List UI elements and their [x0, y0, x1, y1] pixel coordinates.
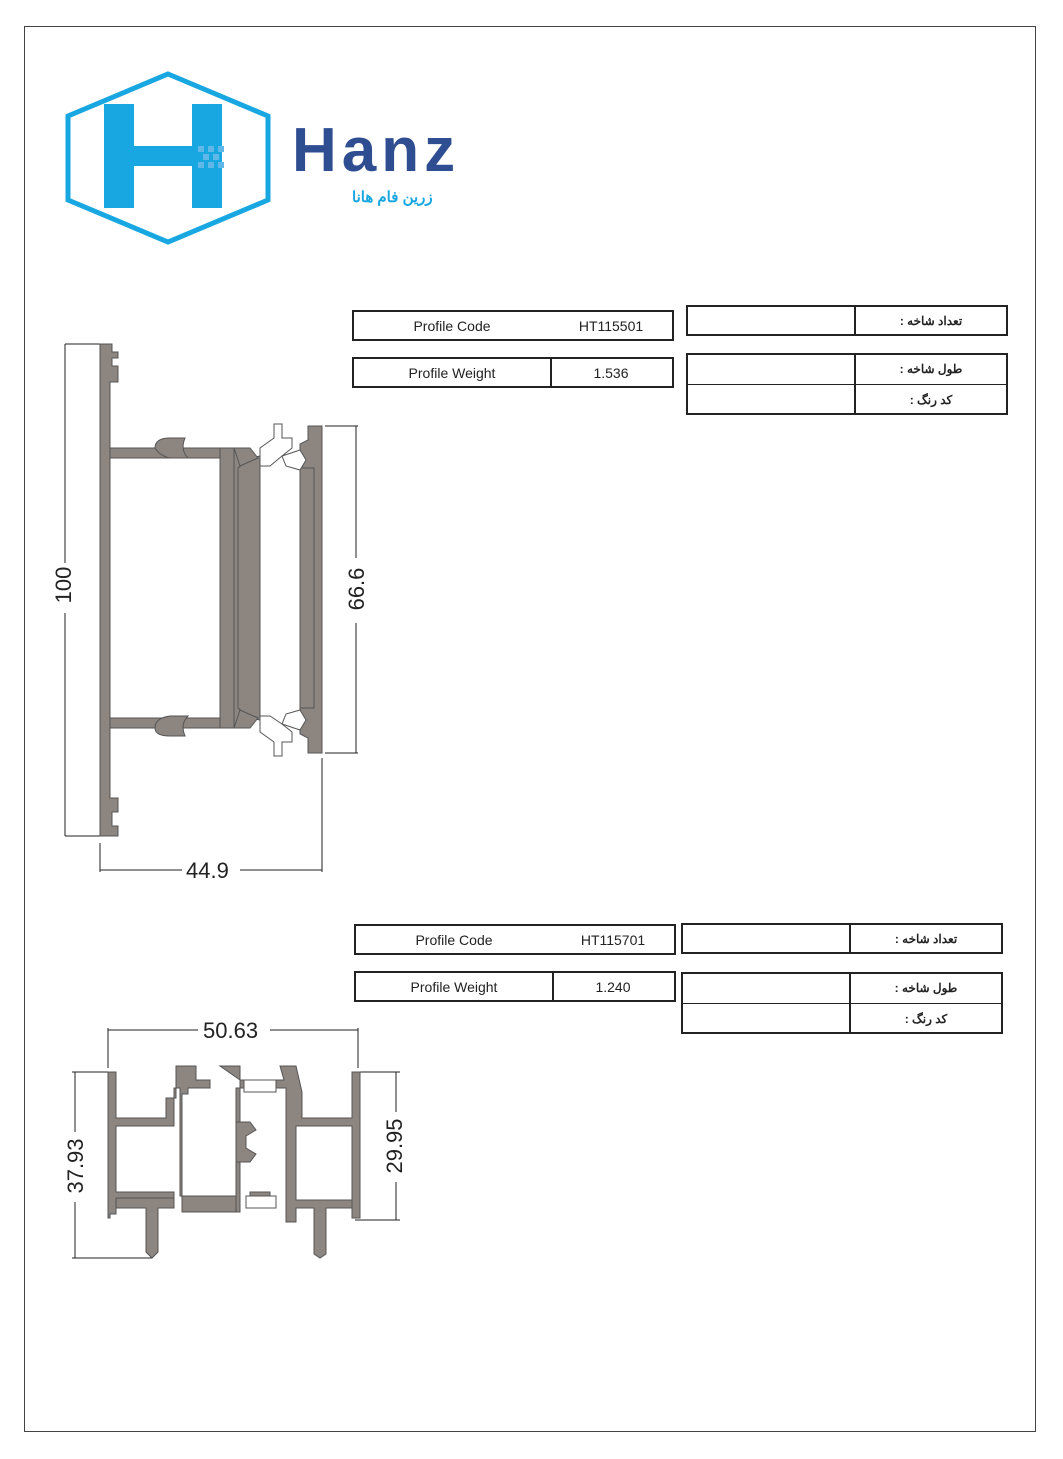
profile2-count-row: [681, 923, 1003, 954]
profile2-count-label: تعداد شاخه :: [894, 931, 958, 946]
profile1-weight-value: 1.536: [593, 364, 629, 381]
profile1-height-dimension: 100: [51, 566, 76, 604]
profile1-weight-row: [352, 357, 674, 388]
profile2-section-drawing: [70, 1018, 410, 1267]
profile1-count-row: [686, 305, 1008, 336]
profile1-count-label: تعداد شاخه :: [899, 313, 963, 328]
profile1-weight-label: Profile Weight: [408, 364, 496, 381]
profile2-code-value: HT115701: [580, 931, 646, 948]
hexagon-logo-icon: [62, 70, 274, 246]
profile1-code-value: HT115501: [578, 317, 644, 334]
profile2-weight-value: 1.240: [595, 978, 631, 995]
profile1-color-label: کد رنگ :: [909, 392, 953, 407]
profile2-weight-label: Profile Weight: [410, 978, 498, 995]
profile2-inner-height-dimension: 29.95: [382, 1118, 407, 1174]
profile1-inner-height-dimension: 66.6: [344, 567, 369, 611]
profile2-length-color-block: [681, 972, 1003, 1034]
profile1-width-dimension: 44.9: [186, 858, 229, 883]
profile2-code-row: [354, 924, 676, 955]
profile2-code-label: Profile Code: [415, 931, 493, 948]
profile1-length-label: طول شاخه :: [899, 361, 963, 376]
profile1-section-drawing: [60, 338, 370, 878]
brand-name: Hanz: [292, 116, 461, 185]
profile1-length-color-block: [686, 353, 1008, 415]
brand-subtitle: زرین فام هانا: [352, 189, 433, 206]
profile2-color-label: کد رنگ :: [904, 1011, 948, 1026]
profile2-height-dimension: 37.93: [63, 1138, 88, 1194]
profile2-length-label: طول شاخه :: [894, 980, 958, 995]
profile2-width-dimension: 50.63: [203, 1018, 259, 1043]
profile2-weight-row: [354, 971, 676, 1002]
profile1-code-row: [352, 310, 674, 341]
profile1-code-label: Profile Code: [413, 317, 491, 334]
